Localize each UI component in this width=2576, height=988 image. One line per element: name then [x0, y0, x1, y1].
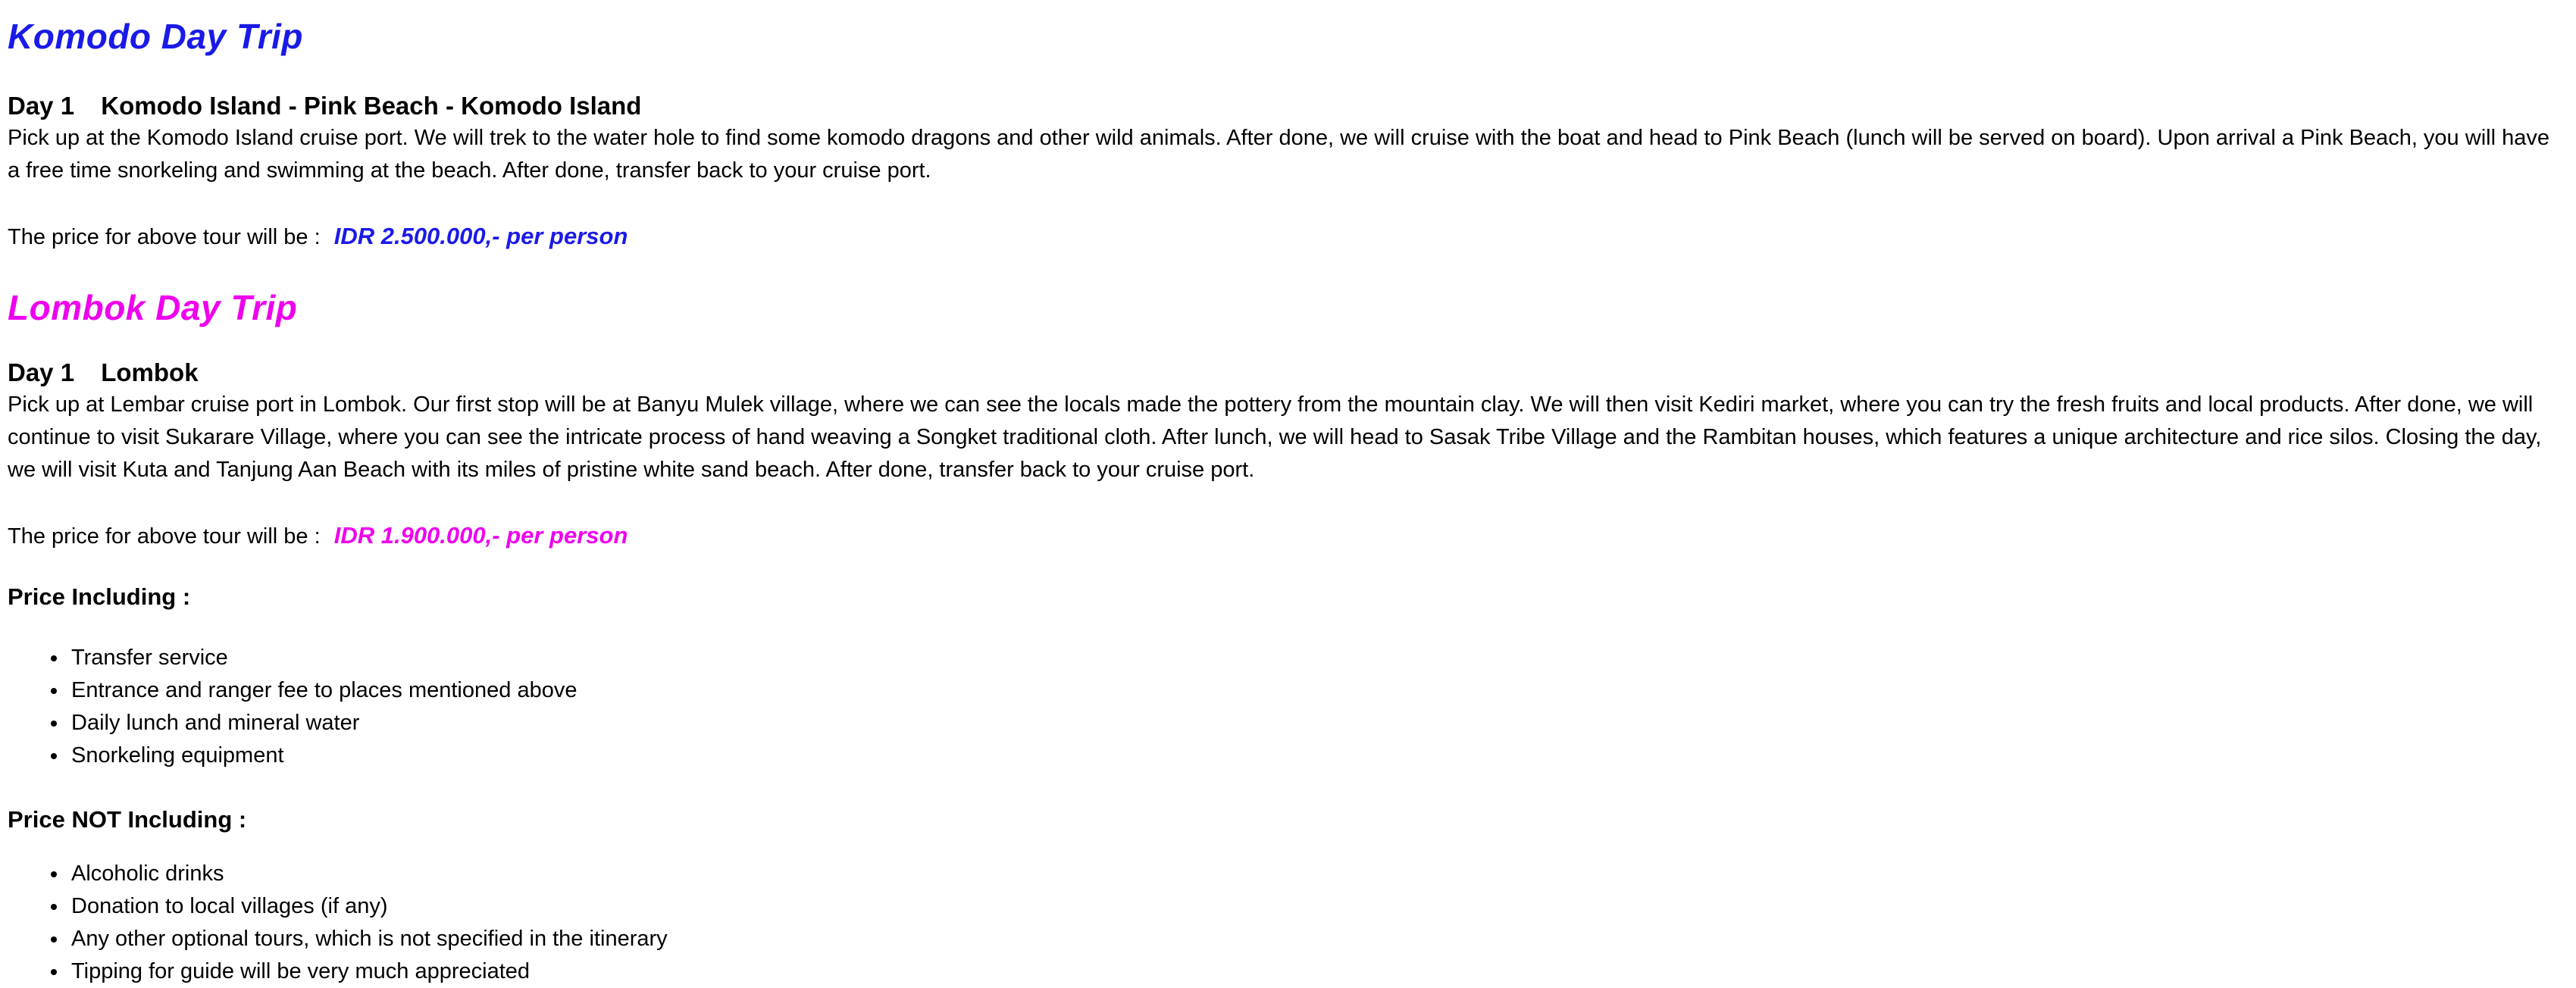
lombok-day-label: Day 1: [8, 358, 75, 386]
price-including-heading: Price Including :: [8, 583, 191, 610]
lombok-day-heading: [8, 356, 2565, 389]
komodo-day-route: Komodo Island - Pink Beach - Komodo Island: [101, 92, 642, 120]
price-not-including-list: [8, 858, 2565, 988]
list-item: • Snorkeling equipment: [68, 739, 2565, 772]
komodo-day-label: Day 1: [8, 92, 75, 120]
list-item: • Any other optional tours, which is not specified in the itinerary: [68, 923, 2565, 955]
lombok-section-title: Lombok Day Trip: [8, 288, 298, 327]
komodo-section-title: Komodo Day Trip: [8, 17, 304, 56]
list-item: • Transfer service: [68, 642, 2565, 674]
lombok-description: Pick up at Lembar cruise port in Lombok. Our first stop will be at Banyu Mulek village, where we can see the locals made the pottery from the mountain clay. We will then visit Kediri market, where you can try the fresh fruits and local products. After done, we will continue to visit Sukarare Village, where you can see the intricate process of hand weaving a Songket traditional cloth. After lunch, we will head to Sasak Tribe Village and the Rambitan houses, which features a unique architecture and rice silos. Closing the day, we will visit Kuta and Tanjung Aan Beach with its miles of pristine white sand beach. After done, transfer back to your cruise port.: [8, 392, 2542, 482]
list-item: • Daily lunch and mineral water: [68, 707, 2565, 739]
lombok-price-prefix: The price for above tour will be :: [8, 524, 321, 549]
lombok-day-route: Lombok: [101, 358, 199, 386]
list-item: • Donation to local villages (if any): [68, 890, 2565, 923]
price-not-including-heading: Price NOT Including :: [8, 806, 247, 833]
lombok-price-value: IDR 1.900.000,- per person: [333, 522, 628, 549]
komodo-day-heading: [8, 89, 2565, 122]
lombok-price-line: [8, 519, 2565, 553]
list-item: • Alcoholic drinks: [68, 858, 2565, 890]
komodo-price-line: [8, 220, 2565, 254]
komodo-price-prefix: The price for above tour will be :: [8, 225, 321, 249]
list-item: • Tipping for guide will be very much appreciated: [68, 955, 2565, 988]
komodo-description: Pick up at the Komodo Island cruise port. We will trek to the water hole to find some komodo dragons and other wild animals. After done, we will cruise with the boat and head to Pink Beach (lunch will be served on board). Upon arrival a Pink Beach, you will have a free time snorkeling and swimming at the beach. After done, transfer back to your cruise port.: [8, 126, 2549, 183]
price-including-list: [8, 642, 2565, 772]
list-item: • Entrance and ranger fee to places mentioned above: [68, 674, 2565, 707]
komodo-price-value: IDR 2.500.000,- per person: [333, 223, 628, 249]
